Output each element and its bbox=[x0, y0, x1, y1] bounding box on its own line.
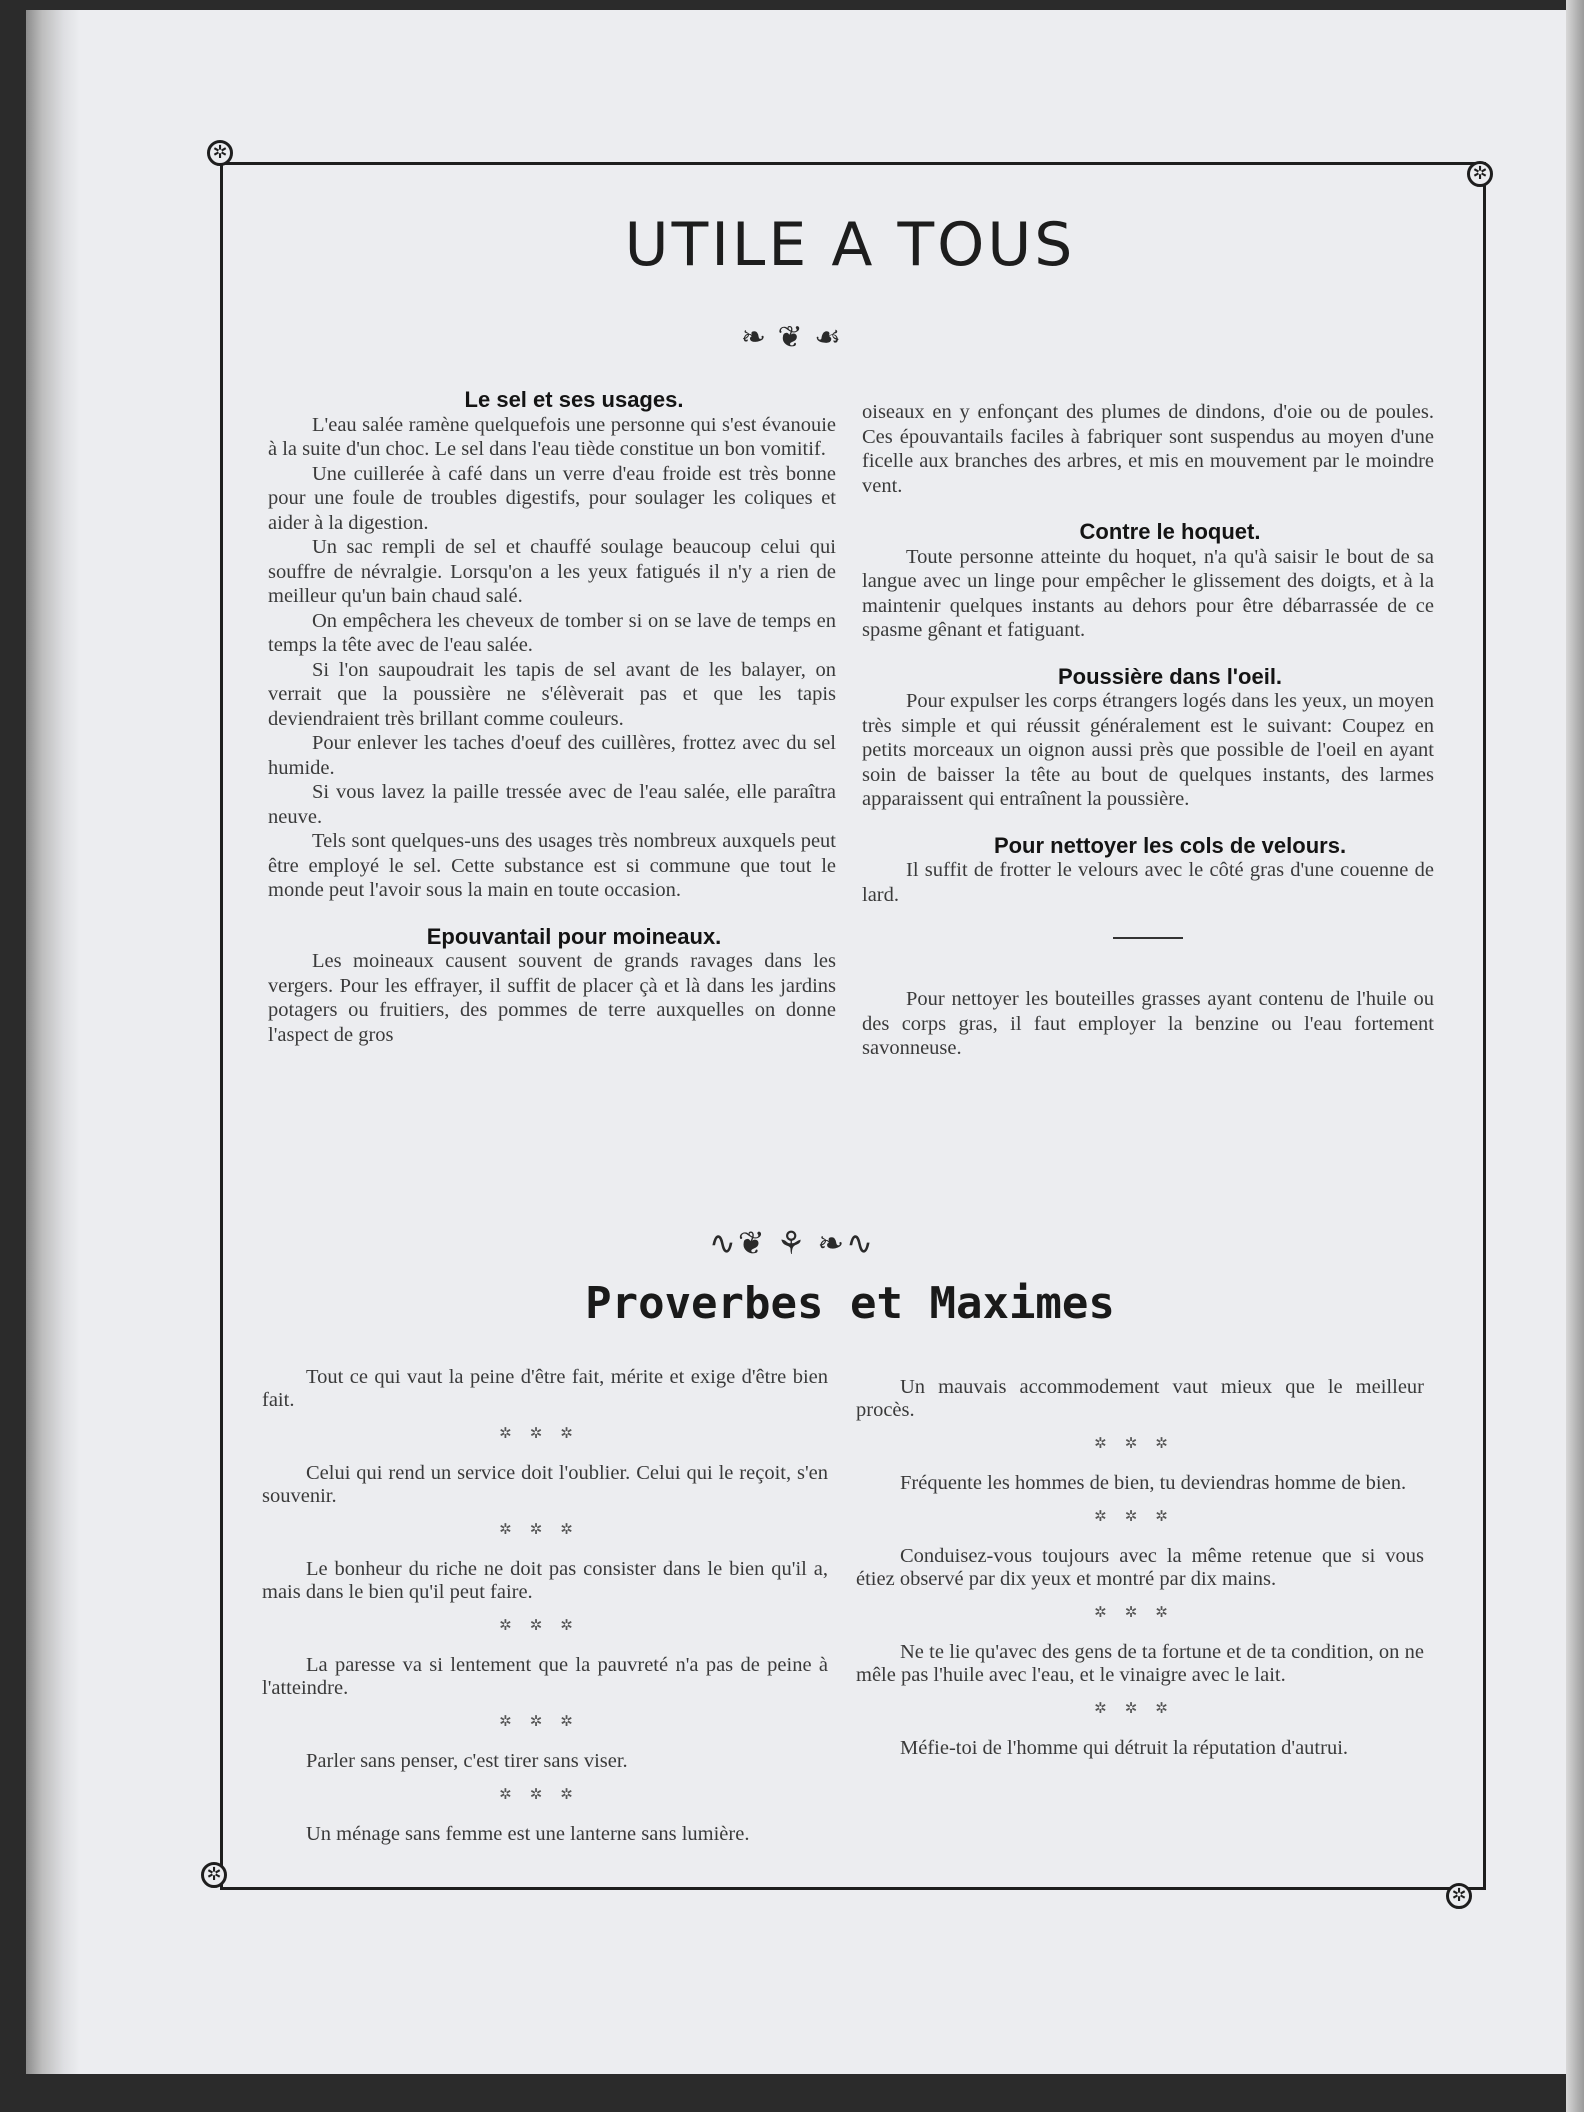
paragraph: Un sac rempli de sel et chauffé soulage beaucoup celui qui souffre de névralgie. Lorsqu'on a les yeux fatigués il n'y a rien de meilleur qu'un bain chaud salé. bbox=[268, 536, 836, 607]
section-heading: Contre le hoquet. bbox=[1079, 519, 1261, 544]
paragraph: Pour expulser les corps étrangers logés dans les yeux, un moyen très simple et qui réussit généralement est le suivant: Coupez en petits morceaux un oignon aussi près que possible de l'oeil en ayant soin de baisser la tête au bout de quelques instants, des larmes apparaissent qui entraînent la poussière. bbox=[862, 690, 1434, 810]
right-column bbox=[862, 400, 1434, 1061]
corner-rosette-icon: ✲ bbox=[207, 140, 233, 166]
proverb: Un ménage sans femme est une lanterne sans lumière. bbox=[306, 1823, 750, 1845]
paragraph: On empêchera les cheveux de tomber si on se lave de temps en temps la tête avec de l'eau salée. bbox=[268, 609, 836, 656]
proverbs-left-column bbox=[262, 1366, 828, 1846]
paragraph: Une cuillerée à café dans un verre d'eau froide est très bonne pour une foule de troubles digestifs, pour soulager les coliques et aider à la digestion. bbox=[268, 462, 836, 534]
asterism-separator: ✲✲✲ bbox=[499, 1787, 591, 1803]
asterism-separator: ✲✲✲ bbox=[1094, 1605, 1186, 1621]
asterism-separator: ✲✲✲ bbox=[1094, 1701, 1186, 1717]
section-heading: Epouvantail pour moineaux. bbox=[426, 923, 722, 949]
paragraph: Si vous lavez la paille tressée avec de l'eau salée, elle paraîtra neuve. bbox=[268, 781, 836, 828]
paragraph: L'eau salée ramène quelquefois une personne qui s'est évanouie à la suite d'un choc. Le sel dans l'eau tiède constitue un bon vomitif. bbox=[268, 413, 836, 460]
asterism-separator: ✲✲✲ bbox=[499, 1714, 591, 1730]
paragraph: Pour nettoyer les bouteilles grasses ayant contenu de l'huile ou des corps gras, il faut employer la benzine ou l'eau fortement savonneuse. bbox=[862, 988, 1434, 1059]
section-heading: Poussière dans l'oeil. bbox=[1057, 663, 1283, 689]
corner-rosette-icon: ✲ bbox=[201, 1862, 227, 1888]
ornament-divider-icon: ❧ ❦ ☙ bbox=[740, 321, 844, 354]
asterism-separator: ✲✲✲ bbox=[499, 1522, 591, 1538]
paragraph: Tels sont quelques-uns des usages très nombreux auxquels peut être employé le sel. Cette substance est si commune que tout le monde peut l'avoir sous la main en toute occasion. bbox=[268, 830, 836, 901]
proverbs-right-column bbox=[856, 1376, 1424, 1760]
page-right-edge bbox=[1566, 0, 1584, 2112]
proverb: Fréquente les hommes de bien, tu deviendras homme de bien. bbox=[900, 1472, 1407, 1494]
section-heading: Pour nettoyer les cols de velours. bbox=[993, 832, 1347, 858]
proverb: Le bonheur du riche ne doit pas consister dans le bien qu'il a, mais dans le bien qu'il peut faire. bbox=[262, 1558, 828, 1603]
paragraph: Les moineaux causent souvent de grands ravages dans les vergers. Pour les effrayer, il suffit de placer çà et là dans les jardins potagers ou fruitiers, des pommes de terre auxquelles on donne l'aspect de gros bbox=[268, 950, 836, 1046]
paragraph: Toute personne atteinte du hoquet, n'a qu'à saisir le bout de sa langue avec un linge pour empêcher le glissement des doigts, et à la maintenir quelques instants au dehors pour être débarrassée de ce spasme gênant et fatiguant. bbox=[862, 545, 1434, 641]
paragraph: Il suffit de frotter le velours avec le côté gras d'une couenne de lard. bbox=[862, 859, 1434, 906]
paragraph: oiseaux en y enfonçant des plumes de dindons, d'oie ou de poules. Ces épouvantails faciles à fabriquer sont suspendus au moyen d'une ficelle aux branches des arbres, et mis en mouvement par le moindre vent. bbox=[862, 401, 1434, 497]
proverb: La paresse va si lentement que la pauvreté n'a pas de peine à l'atteindre. bbox=[262, 1654, 828, 1699]
proverb: Méfie-toi de l'homme qui détruit la réputation d'autrui. bbox=[900, 1737, 1349, 1759]
paragraph: Si l'on saupoudrait les tapis de sel avant de les balayer, on verrait que la poussière ne s'élèverait pas et que les tapis deviendraient très brillant comme couleurs. bbox=[268, 658, 836, 730]
section-title: Proverbes et Maximes bbox=[585, 1278, 1115, 1329]
left-column bbox=[268, 388, 836, 1047]
proverb: Parler sans penser, c'est tirer sans viser. bbox=[306, 1750, 628, 1772]
asterism-separator: ✲✲✲ bbox=[1094, 1509, 1186, 1525]
ornament-divider-icon: ∿❦ ⚘ ❧∿ bbox=[709, 1225, 875, 1261]
corner-rosette-icon: ✲ bbox=[1446, 1883, 1472, 1909]
asterism-separator: ✲✲✲ bbox=[1094, 1436, 1186, 1452]
section-heading: Le sel et ses usages. bbox=[464, 387, 684, 412]
asterism-separator: ✲✲✲ bbox=[499, 1426, 591, 1442]
asterism-separator: ✲✲✲ bbox=[499, 1618, 591, 1634]
short-rule-divider bbox=[1113, 937, 1183, 939]
proverb: Celui qui rend un service doit l'oublier. Celui qui le reçoit, s'en souvenir. bbox=[262, 1462, 828, 1507]
proverb: Conduisez-vous toujours avec la même retenue que si vous étiez observé par dix yeux et montré par dix mains. bbox=[856, 1545, 1424, 1590]
page-title: UTILE A TOUS bbox=[624, 210, 1076, 280]
proverb: Un mauvais accommodement vaut mieux que le meilleur procès. bbox=[856, 1376, 1424, 1421]
paragraph: Pour enlever les taches d'oeuf des cuillères, frottez avec du sel humide. bbox=[268, 732, 836, 779]
proverb: Tout ce qui vaut la peine d'être fait, mérite et exige d'être bien fait. bbox=[262, 1366, 828, 1411]
proverb: Ne te lie qu'avec des gens de ta fortune et de ta condition, on ne mêle pas l'huile avec l'eau, et le vinaigre avec le lait. bbox=[856, 1641, 1424, 1686]
corner-rosette-icon: ✲ bbox=[1467, 161, 1493, 187]
